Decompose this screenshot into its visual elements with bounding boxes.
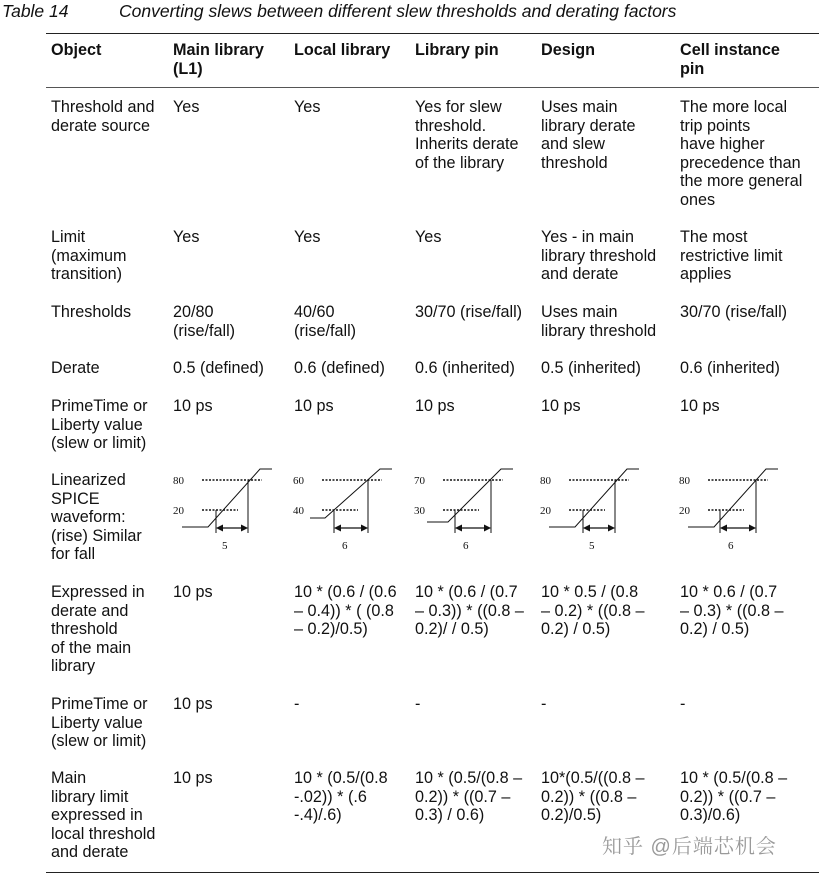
header-rule xyxy=(46,87,819,88)
table-cell: 10 ps xyxy=(680,397,720,415)
table-cell: 10 * (0.5/(0.8 – 0.2)) * ((0.7 – 0.3)/0.6) xyxy=(680,769,788,825)
arrow-head-left xyxy=(455,525,462,532)
table-cell: Yes xyxy=(173,98,200,116)
waveform-ramp xyxy=(688,469,778,527)
table-cell: 10 ps xyxy=(541,397,581,415)
table-cell: The more local trip points have higher precedence than the more general ones xyxy=(680,98,803,209)
table-cell: - xyxy=(541,695,547,713)
table-number: Table 14 xyxy=(2,1,69,21)
table-cell: 10 * (0.6 / (0.7 – 0.3)) * ((0.8 – 0.2)/ / 0.5) xyxy=(415,583,524,639)
row-label: Main library limit expressed in local threshold and derate xyxy=(51,769,156,862)
low-threshold-label: 40 xyxy=(293,505,304,517)
table-cell: 10 ps xyxy=(294,397,334,415)
table-cell: 10 ps xyxy=(173,769,213,787)
column-header: Object xyxy=(51,41,102,59)
table-cell: Yes xyxy=(294,228,321,246)
row-label: Threshold and derate source xyxy=(51,98,155,135)
table-cell: Yes - in main library threshold and derate xyxy=(541,228,657,284)
waveform-ramp xyxy=(427,469,513,522)
table-cell: 10 ps xyxy=(415,397,455,415)
high-threshold-label: 70 xyxy=(414,475,425,487)
table-cell: Uses main library threshold xyxy=(541,303,657,340)
table-cell: 10 * (0.6 / (0.6 – 0.4)) * ( (0.8 – 0.2)/0.5) xyxy=(294,583,397,639)
low-threshold-label: 20 xyxy=(679,505,690,517)
waveform-diagram xyxy=(537,467,647,555)
arrow-head-right xyxy=(608,525,615,532)
transition-width-label: 5 xyxy=(589,540,595,552)
table-cell: - xyxy=(294,695,300,713)
row-label: Limit (maximum transition) xyxy=(51,228,127,284)
low-threshold-label: 20 xyxy=(173,505,184,517)
table-cell: - xyxy=(680,695,686,713)
table-cell: Yes xyxy=(173,228,200,246)
table-cell: 10 ps xyxy=(173,583,213,601)
table-cell: 0.6 (inherited) xyxy=(415,359,515,377)
table-cell: 10*(0.5/((0.8 – 0.2)) * ((0.8 – 0.2)/0.5) xyxy=(541,769,645,825)
arrow-head-right xyxy=(484,525,491,532)
table-cell: 10 * (0.5/(0.8 – 0.2)) * ((0.7 – 0.3) / 0.6) xyxy=(415,769,523,825)
table-title: Converting slews between different slew thresholds and derating factors xyxy=(119,1,677,21)
table-top-rule xyxy=(46,33,819,34)
table-cell: Yes for slew threshold. Inherits derate of the library xyxy=(415,98,519,172)
low-threshold-label: 30 xyxy=(414,505,425,517)
low-threshold-label: 20 xyxy=(540,505,551,517)
column-header: Main library (L1) xyxy=(173,41,264,78)
watermark: 知乎 @后端芯机会 xyxy=(602,836,777,858)
high-threshold-label: 80 xyxy=(679,475,690,487)
column-header: Local library xyxy=(294,41,391,59)
waveform-diagram xyxy=(290,467,400,555)
waveform-ramp xyxy=(182,469,272,527)
table-cell: 10 ps xyxy=(173,695,213,713)
arrow-head-right xyxy=(241,525,248,532)
transition-width-label: 6 xyxy=(463,540,469,552)
arrow-head-left xyxy=(720,525,727,532)
table-cell: 10 * 0.5 / (0.8 – 0.2) * ((0.8 – 0.2) / 0.5) xyxy=(541,583,645,639)
table-cell: 30/70 (rise/fall) xyxy=(415,303,523,321)
row-label: Expressed in derate and threshold of the main library xyxy=(51,583,145,676)
table-cell: 40/60 (rise/fall) xyxy=(294,303,357,340)
row-label: Derate xyxy=(51,359,100,377)
waveform-diagram xyxy=(676,467,786,555)
table-cell: 0.6 (inherited) xyxy=(680,359,780,377)
arrow-head-right xyxy=(749,525,756,532)
row-label: Linearized SPICE waveform: (rise) Similar for fall xyxy=(51,471,142,564)
transition-width-label: 6 xyxy=(728,540,734,552)
arrow-head-right xyxy=(361,525,368,532)
row-label: PrimeTime or Liberty value (slew or limit) xyxy=(51,397,148,453)
arrow-head-left xyxy=(334,525,341,532)
waveform-diagram xyxy=(411,467,521,555)
table-cell: 20/80 (rise/fall) xyxy=(173,303,236,340)
arrow-head-left xyxy=(583,525,590,532)
table-cell: Uses main library derate and slew threshold xyxy=(541,98,636,172)
transition-width-label: 6 xyxy=(342,540,348,552)
table-cell: The most restrictive limit applies xyxy=(680,228,783,284)
waveform-ramp xyxy=(549,469,639,527)
column-header: Design xyxy=(541,41,595,59)
table-cell: 0.5 (inherited) xyxy=(541,359,641,377)
column-header: Library pin xyxy=(415,41,499,59)
table-cell: 30/70 (rise/fall) xyxy=(680,303,788,321)
waveform-diagram xyxy=(170,467,280,555)
table-cell: 0.6 (defined) xyxy=(294,359,385,377)
table-cell: 10 * 0.6 / (0.7 – 0.3) * ((0.8 – 0.2) / 0.5) xyxy=(680,583,784,639)
table-cell: Yes xyxy=(415,228,442,246)
row-label: PrimeTime or Liberty value (slew or limit) xyxy=(51,695,148,751)
table-cell: - xyxy=(415,695,421,713)
high-threshold-label: 60 xyxy=(293,475,304,487)
high-threshold-label: 80 xyxy=(173,475,184,487)
high-threshold-label: 80 xyxy=(540,475,551,487)
column-header: Cell instance pin xyxy=(680,41,780,78)
table-cell: 0.5 (defined) xyxy=(173,359,264,377)
table-caption xyxy=(2,0,676,22)
table-bottom-rule xyxy=(46,872,819,873)
table-cell: Yes xyxy=(294,98,321,116)
arrow-head-left xyxy=(216,525,223,532)
transition-width-label: 5 xyxy=(222,540,228,552)
table-cell: 10 * (0.5/(0.8 -.02)) * (.6 -.4)/.6) xyxy=(294,769,388,825)
table-cell: 10 ps xyxy=(173,397,213,415)
row-label: Thresholds xyxy=(51,303,132,321)
